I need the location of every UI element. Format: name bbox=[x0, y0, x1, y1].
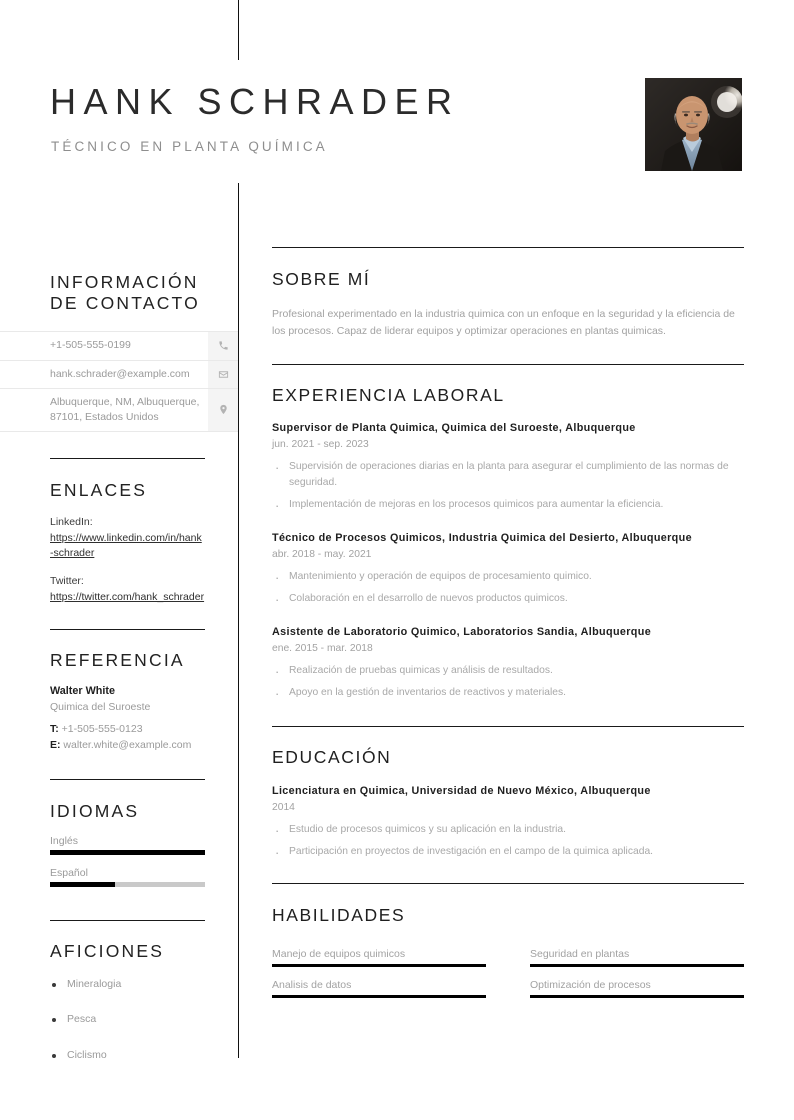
reference-email-value: walter.white@example.com bbox=[63, 739, 192, 752]
skills-grid bbox=[272, 948, 744, 1010]
contact-address-value[interactable]: Albuquerque, NM, Albuquerque, 87101, Estados Unidos bbox=[50, 395, 200, 423]
language-level-bar bbox=[50, 882, 205, 887]
skill-item bbox=[530, 948, 744, 967]
skill-name: Optimización de procesos bbox=[530, 979, 651, 992]
contact-section bbox=[0, 183, 238, 432]
links-heading: ENLACES bbox=[50, 480, 148, 501]
experience-item bbox=[272, 421, 744, 513]
reference-section bbox=[50, 650, 205, 754]
link-item-twitter bbox=[50, 574, 205, 606]
job-date: abr. 2018 - may. 2021 bbox=[272, 548, 372, 560]
skill-level-bar bbox=[272, 995, 486, 998]
phone-icon bbox=[208, 332, 238, 359]
job-bullet: · Mantenimiento y operación de equipos de procesamiento quimico. bbox=[272, 569, 744, 585]
reference-email-row bbox=[50, 737, 205, 753]
job-bullet: · Colaboración en el desarrollo de nuevos productos quimicos. bbox=[272, 591, 744, 607]
language-item-ingles bbox=[50, 835, 205, 855]
job-date: jun. 2021 - sep. 2023 bbox=[272, 438, 369, 450]
skill-name: Seguridad en plantas bbox=[530, 948, 630, 961]
about-heading: SOBRE MÍ bbox=[272, 269, 371, 289]
contact-heading-line2: DE CONTACTO bbox=[50, 292, 200, 313]
sidebar-divider-1 bbox=[50, 458, 205, 459]
contact-heading bbox=[50, 272, 238, 313]
language-item-espanol bbox=[50, 867, 205, 887]
education-item bbox=[272, 784, 744, 860]
contact-row-address bbox=[0, 389, 238, 432]
job-bullet: · Realización de pruebas quimicas y análisis de resultados. bbox=[272, 663, 744, 679]
education-heading: EDUCACIÓN bbox=[272, 747, 392, 767]
link-url-twitter[interactable]: https://twitter.com/hank_schrader bbox=[50, 590, 205, 603]
skill-item bbox=[272, 948, 486, 967]
languages-heading: IDIOMAS bbox=[50, 800, 140, 821]
reference-heading: REFERENCIA bbox=[50, 649, 185, 670]
list-item: Pesca bbox=[50, 1014, 205, 1025]
envelope-icon bbox=[208, 361, 238, 388]
skill-level-fill bbox=[530, 964, 744, 967]
link-url-linkedin[interactable]: https://www.linkedin.com/in/hank-schrader bbox=[50, 531, 202, 560]
reference-phone-value: +1-505-555-0123 bbox=[61, 723, 143, 736]
list-item: Ciclismo bbox=[50, 1050, 205, 1061]
job-date: ene. 2015 - mar. 2018 bbox=[272, 642, 373, 654]
skill-level-fill bbox=[272, 964, 486, 967]
reference-name: Walter White bbox=[50, 685, 115, 698]
sidebar-divider-4 bbox=[50, 920, 205, 921]
link-item-linkedin bbox=[50, 515, 205, 562]
skill-level-fill bbox=[530, 995, 744, 998]
job-bullet: · Supervisión de operaciones diarias en la planta para asegurar el cumplimiento de las normas de seguridad. bbox=[272, 459, 744, 491]
contact-email-value[interactable]: hank.schrader@example.com bbox=[50, 367, 190, 380]
contact-heading-line1: INFORMACIÓN bbox=[50, 272, 199, 292]
job-bullet: · Apoyo en la gestión de inventarios de reactivos y materiales. bbox=[272, 685, 744, 701]
skill-name: Analisis de datos bbox=[272, 979, 352, 992]
hobbies-section bbox=[50, 941, 205, 1060]
skill-level-bar bbox=[530, 964, 744, 967]
job-title: Asistente de Laboratorio Quimico, Laboratorios Sandia, Albuquerque bbox=[272, 625, 652, 638]
education-bullet: · Participación en proyectos de investigación en el campo de la quimica aplicada. bbox=[272, 844, 744, 860]
contact-list bbox=[0, 331, 238, 432]
experience-item bbox=[272, 531, 744, 607]
skill-item bbox=[272, 979, 486, 998]
language-level-fill bbox=[50, 882, 115, 887]
education-title: Licenciatura en Quimica, Universidad de Nuevo México, Albuquerque bbox=[272, 785, 651, 797]
reference-phone-row bbox=[50, 721, 205, 737]
page-title: HANK SCHRADER bbox=[50, 81, 460, 122]
sidebar-divider-3 bbox=[50, 779, 205, 780]
skills-heading: HABILIDADES bbox=[272, 905, 406, 926]
reference-email-label: E: bbox=[50, 739, 61, 752]
reference-phone-label: T: bbox=[50, 723, 59, 736]
language-name: Inglés bbox=[50, 835, 79, 848]
hobbies-heading: AFICIONES bbox=[50, 941, 165, 962]
skill-name: Manejo de equipos quimicos bbox=[272, 948, 406, 961]
skill-level-fill bbox=[272, 995, 486, 998]
link-label-twitter: Twitter: bbox=[50, 575, 84, 588]
job-bullet: · Implementación de mejoras en los procesos quimicos para aumentar la eficiencia. bbox=[272, 497, 744, 513]
job-title: Técnico de Procesos Quimicos, Industria Quimica del Desierto, Albuquerque bbox=[272, 531, 692, 544]
main-column bbox=[272, 0, 744, 1010]
job-title: Supervisor de Planta Quimica, Quimica del Suroeste, Albuquerque bbox=[272, 422, 636, 434]
header-job-title: TÉCNICO EN PLANTA QUÍMICA bbox=[51, 139, 328, 154]
experience-heading: EXPERIENCIA LABORAL bbox=[272, 385, 505, 405]
sidebar bbox=[0, 183, 238, 1060]
education-bullet: · Estudio de procesos quimicos y su aplicación en la industria. bbox=[272, 822, 744, 838]
languages-section bbox=[50, 801, 205, 888]
contact-row-phone bbox=[0, 331, 238, 360]
link-label-linkedin: LinkedIn: bbox=[50, 515, 93, 528]
skill-level-bar bbox=[272, 964, 486, 967]
contact-row-email bbox=[0, 361, 238, 389]
reference-organization: Quimica del Suroeste bbox=[50, 701, 151, 714]
experience-item bbox=[272, 625, 744, 701]
vertical-divider-main bbox=[238, 183, 239, 1058]
skill-level-bar bbox=[530, 995, 744, 998]
links-section bbox=[50, 480, 205, 605]
language-name: Español bbox=[50, 867, 88, 880]
about-text: Profesional experimentado en la industria quimica con un enfoque en la seguridad y la eficiencia de los procesos. Capaz de liderar equipos y optimizar operaciones en plantas quimicas. bbox=[272, 308, 735, 337]
sidebar-divider-2 bbox=[50, 629, 205, 630]
list-item: Mineralogia bbox=[50, 979, 205, 990]
skill-item bbox=[530, 979, 744, 998]
location-pin-icon bbox=[208, 389, 238, 431]
education-date: 2014 bbox=[272, 801, 295, 813]
contact-phone-value[interactable]: +1-505-555-0199 bbox=[50, 339, 131, 352]
